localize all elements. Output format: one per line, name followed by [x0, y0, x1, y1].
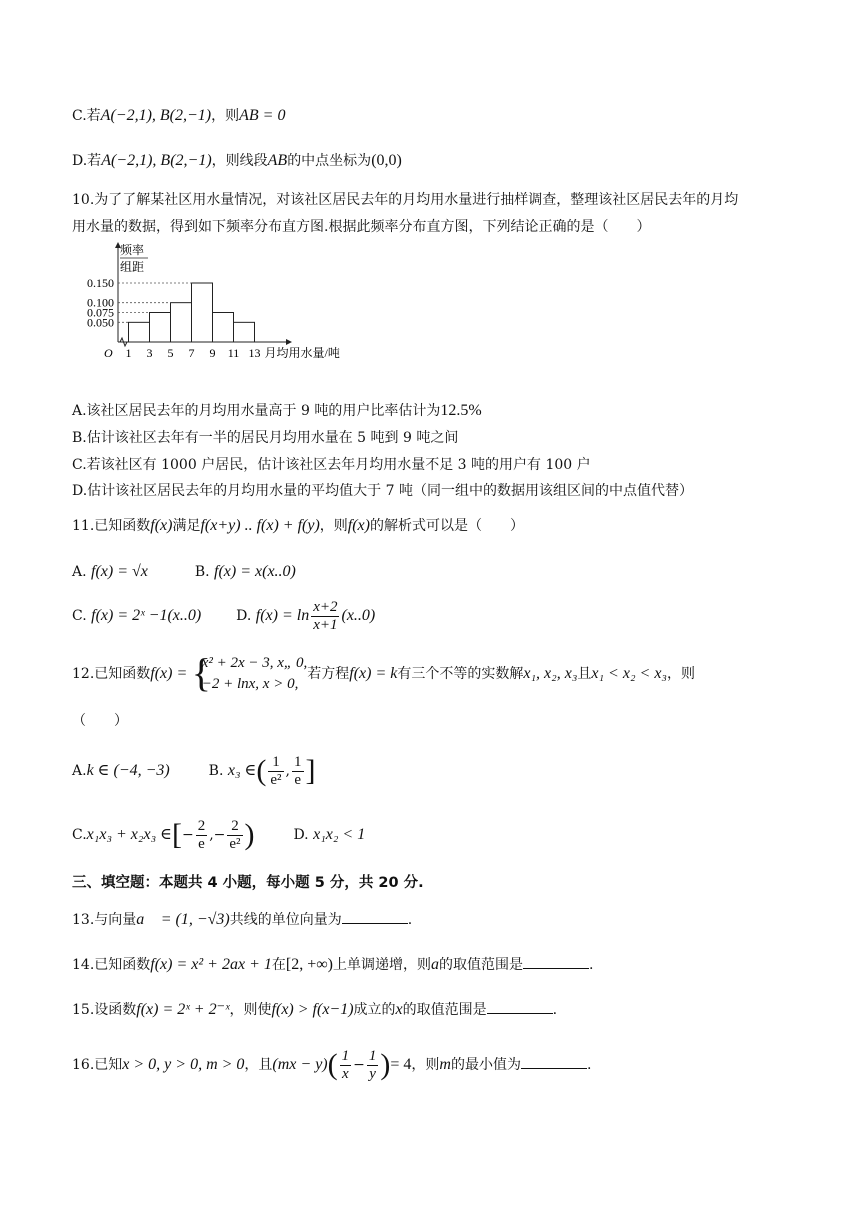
q13: 13.与向量a⃗ = (1, −√3)共线的单位向量为 .	[72, 911, 413, 928]
y-tick-label: 0.050	[87, 315, 114, 330]
q10-option-a: A.该社区居民去年的月均用水量高于 9 吨的用户比率估计为12.5%	[72, 402, 482, 419]
origin-label: O	[104, 346, 113, 360]
x-tick-label: 1	[125, 346, 132, 360]
q16: 16.已知x > 0, y > 0, m > 0，且(mx − y)( $\frac{1}{x}$ − $\frac{1}{y}$ )= 4，则m的最小值为 .	[72, 1047, 592, 1082]
x-tick-label: 9	[209, 346, 216, 360]
q15: 15.设函数f(x) = 2ˣ + 2⁻ˣ，则使f(x) > f(x−1)成立的x的取值范围是 .	[72, 1001, 558, 1018]
q12-paren: （ ）	[72, 713, 128, 729]
q10-option-b: B.估计该社区去年有一半的居民月均用水量在 5 吨到 9 吨之间	[72, 430, 459, 446]
y-tick-label: 0.150	[87, 276, 114, 290]
x-tick-label: 13	[248, 346, 261, 360]
y-axis-label-top: 频率	[120, 243, 145, 257]
histogram-bar	[150, 313, 171, 343]
q14-blank[interactable]	[523, 954, 589, 969]
x-tick-label: 5	[167, 346, 174, 360]
frequency-histogram	[72, 240, 362, 390]
q10-option-d: D.估计该社区居民去年的月均用水量的平均值大于 7 吨（同一组中的数据用该组区间的中点值代替）	[72, 483, 693, 499]
q12-options-ab: A.k ∈ (−4, −3) B. x₃ ∈( $\frac{1}{\text{e²}}$ , $\frac{1}{e}$ ]	[72, 753, 316, 788]
histogram-bar	[129, 322, 150, 342]
histogram-bar	[234, 322, 255, 342]
q12-stem: 12.已知函数f(x) = { x² + 2x − 3, x„ 0, −2 + lnx, x > 0, 若方程f(x) = k有三个不等的实数解x₁, x₂, x₃且x₁ < x₂ < x₃，则	[72, 650, 695, 695]
y-tick-label: 0.100	[87, 295, 114, 310]
y-tick-label: 0.075	[87, 305, 114, 320]
x-axis-arrow	[286, 339, 292, 345]
q10-option-c: C.若该社区有 1000 户居民，估计该社区去年月均用水量不足 3 吨的用户有 100 户	[72, 457, 591, 473]
q11-options-ab: A. f(x) = √x B. f(x) = x(x..0)	[72, 563, 296, 580]
q12-options-cd: C.x₁x₃ + x₂x₃ ∈[− $\frac{2}{e}$ ,− $\frac{2}{\text{e²}}$ ) D. x₁x₂ < 1	[72, 817, 366, 852]
q13-blank[interactable]	[342, 909, 408, 924]
histogram-bar	[192, 283, 213, 342]
x-tick-label: 3	[146, 346, 153, 360]
q14: 14.已知函数f(x) = x² + 2ax + 1在[2, +∞)上单调递增，则a的取值范围是 .	[72, 956, 594, 973]
q16-blank[interactable]	[521, 1054, 587, 1069]
x-axis-label: 月均用水量/吨	[264, 346, 340, 360]
section-title: 三、填空题：本题共 4 小题，每小题 5 分，共 20 分.	[72, 875, 424, 891]
x-tick-label: 7	[188, 346, 195, 360]
x-tick-label: 11	[227, 346, 240, 360]
q15-blank[interactable]	[487, 999, 553, 1014]
y-axis-label-bottom: 组距	[120, 260, 145, 274]
q9-option-c: C.若A(−2,1), B(2,−1)，则AB = 0	[72, 107, 286, 124]
histogram-bar	[171, 303, 192, 342]
q9-option-d: D.若A(−2,1), B(2,−1)，则线段AB的中点坐标为(0,0)	[72, 152, 402, 169]
histogram-bar	[213, 313, 234, 343]
q10-stem-line1: 10.为了了解某社区用水量情况，对该社区居民去年的月均用水量进行抽样调查，整理该社区居民去年的月均	[72, 192, 739, 208]
q11-options-cd: C. f(x) = 2ˣ −1(x..0) D. f(x) = ln $\frac{x+2}{x+1}$ (x..0)	[72, 598, 376, 633]
q10-stem-line2: 用水量的数据，得到如下频率分布直方图.根据此频率分布直方图，下列结论正确的是（ ）	[72, 219, 651, 235]
q11-stem: 11.已知函数f(x)满足f(x+y) .. f(x) + f(y)，则f(x)的解析式可以是（ ）	[72, 517, 524, 534]
